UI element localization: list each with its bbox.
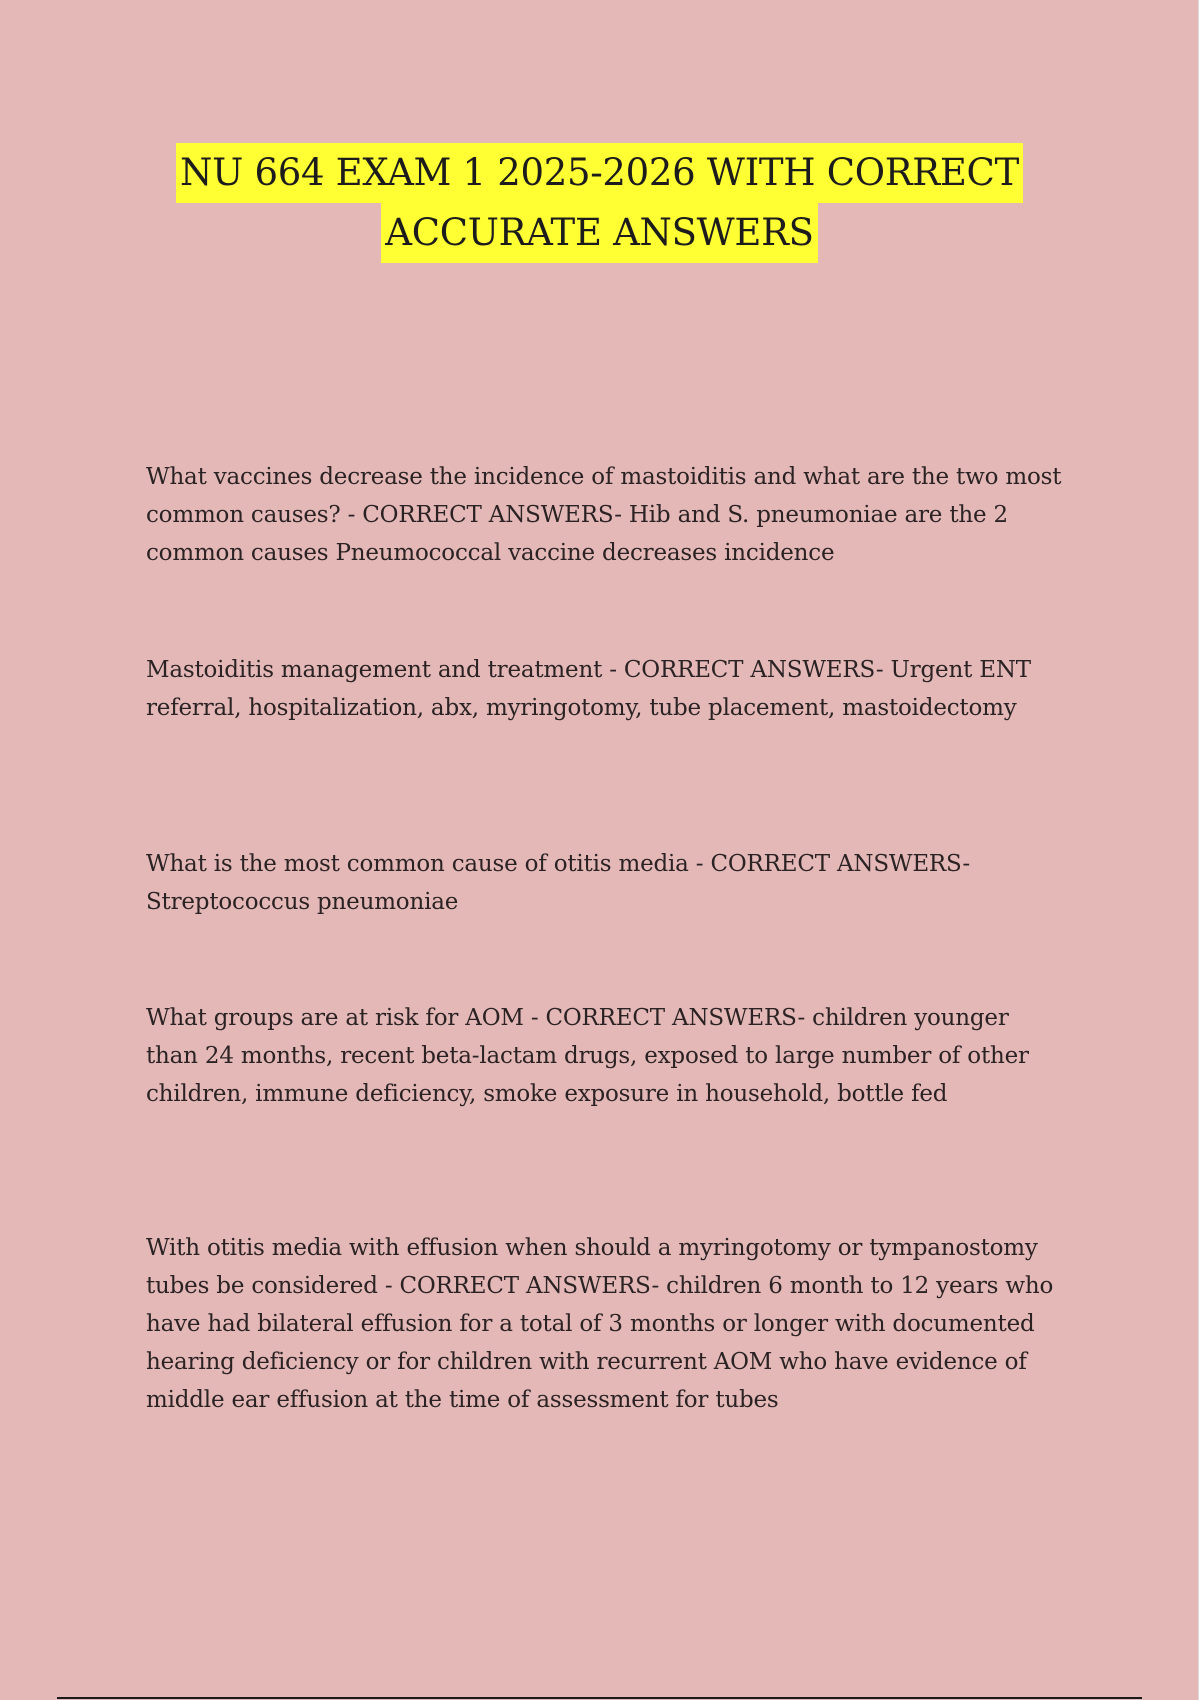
title-line-1: NU 664 EXAM 1 2025-2026 WITH CORRECT xyxy=(176,143,1023,203)
qa-entry-5: With otitis media with effusion when should a myringotomy or tympanostomy tubes be considered - CORRECT ANSWERS- children 6 month to 12 years who have had bilateral effusion for a total of 3 months or longer with documented hearing deficiency or for children with recurrent AOM who have evidence of middle ear effusion at the time of assessment for tubes xyxy=(146,1235,1054,1413)
qa-entry-3: What is the most common cause of otitis media - CORRECT ANSWERS- Streptococcus pneumoniae xyxy=(146,851,971,915)
qa-entry-1: What vaccines decrease the incidence of mastoiditis and what are the two most common causes? - CORRECT ANSWERS- Hib and S. pneumoniae are the 2 common causes Pneumococcal vaccine decreases incidence xyxy=(146,464,1062,566)
title-line-2: ACCURATE ANSWERS xyxy=(381,203,817,263)
qa-entry-2: Mastoiditis management and treatment - CORRECT ANSWERS- Urgent ENT referral, hospitalization, abx, myringotomy, tube placement, mastoidectomy xyxy=(146,657,1031,721)
qa-entry-4: What groups are at risk for AOM - CORRECT ANSWERS- children younger than 24 months, recent beta-lactam drugs, exposed to large number of other children, immune deficiency, smoke exposure in household, bottle fed xyxy=(146,1005,1029,1107)
footer-divider xyxy=(57,1697,1142,1699)
document-title xyxy=(0,143,1199,263)
